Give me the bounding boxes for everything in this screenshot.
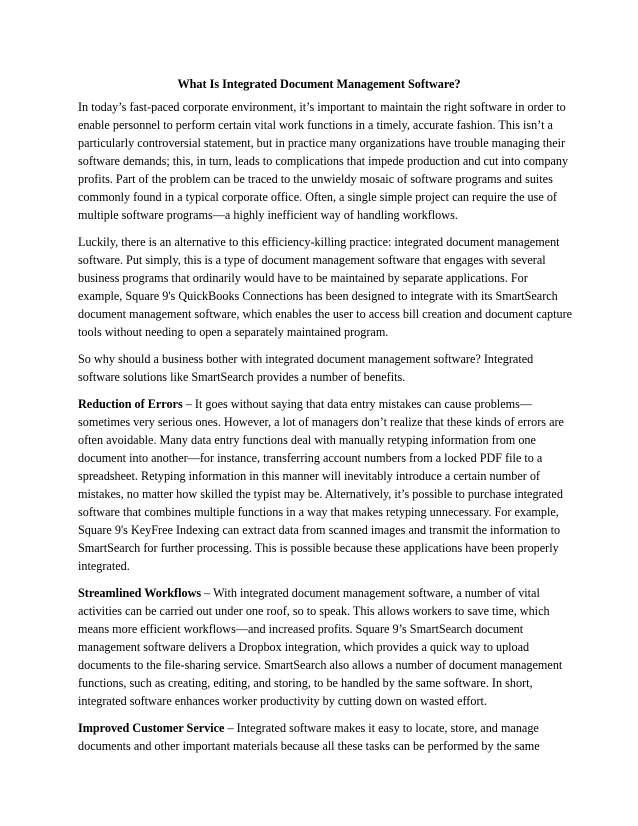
intro-paragraph: So why should a business bother with integrated document management software? Integrated software solutions like SmartSearch provides a number of benefits. bbox=[78, 352, 534, 384]
document-title: What Is Integrated Document Management Software? bbox=[177, 77, 461, 91]
intro-paragraph: Luckily, there is an alternative to this efficiency-killing practice: integrated document management software. Put simply, this is a type of document management software that engages with several business programs that ordinarily would have to be maintained by separate applications. For example, Square 9's QuickBooks Connections has been designed to integrate with its SmartSearch document management software, which enables the user to access bill creation and document capture tools without needing to open a separately maintained program. bbox=[78, 235, 573, 339]
section-heading: Reduction of Errors bbox=[78, 397, 183, 411]
section-text: – With integrated document management software, a number of vital activities can be carried out under one roof, so to speak. This allows workers to save time, which means more efficient workflows—and increased profits. Square 9’s SmartSearch document management software delivers a Dropbox integration, which provides a quick way to upload documents to the file-sharing service. SmartSearch also allows a number of document management functions, such as creating, editing, and storing, to be handled by the same software. In short, integrated software enhances worker productivity by cutting down on wasted effort. bbox=[78, 586, 563, 708]
section-improved-customer-service bbox=[78, 719, 574, 755]
intro-paragraph: In today’s fast-paced corporate environment, it’s important to maintain the right software in order to enable personnel to perform certain vital work functions in a timely, accurate fashion. This isn’t a particularly controversial statement, but in practice many organizations have trouble managing their software demands; this, in turn, leads to complications that impede production and cut into company profits. Part of the problem can be traced to the unwieldy mosaic of software programs and suites commonly found in a typical corporate office. Often, a single simple project can require the use of multiple software programs—a highly inefficient way of handling workflows. bbox=[78, 100, 569, 222]
section-reduction-of-errors bbox=[78, 395, 574, 575]
section-heading: Improved Customer Service bbox=[78, 721, 225, 735]
section-heading: Streamlined Workflows bbox=[78, 586, 202, 600]
section-text: – It goes without saying that data entry mistakes can cause problems—sometimes very serious ones. However, a lot of managers don’t realize that these kinds of errors are often avoidable. Many data entry functions deal with manually retyping information from one document into another—for instance, transferring account numbers from a locked PDF file to a spreadsheet. Retyping information in this manner will inevitably introduce a certain number of mistakes, no matter how skilled the typist may be. Alternatively, it’s possible to purchase integrated software that combines multiple functions in a way that makes retyping unnecessary. For example, Square 9's KeyFree Indexing can extract data from scanned images and transmit the information to SmartSearch for further processing. This is possible because these applications have been properly integrated. bbox=[78, 397, 564, 573]
document-body bbox=[78, 98, 574, 764]
section-streamlined-workflows bbox=[78, 584, 574, 710]
section-text: – Integrated software makes it easy to locate, store, and manage documents and other important materials because all these tasks can be performed by the same bbox=[78, 721, 540, 753]
